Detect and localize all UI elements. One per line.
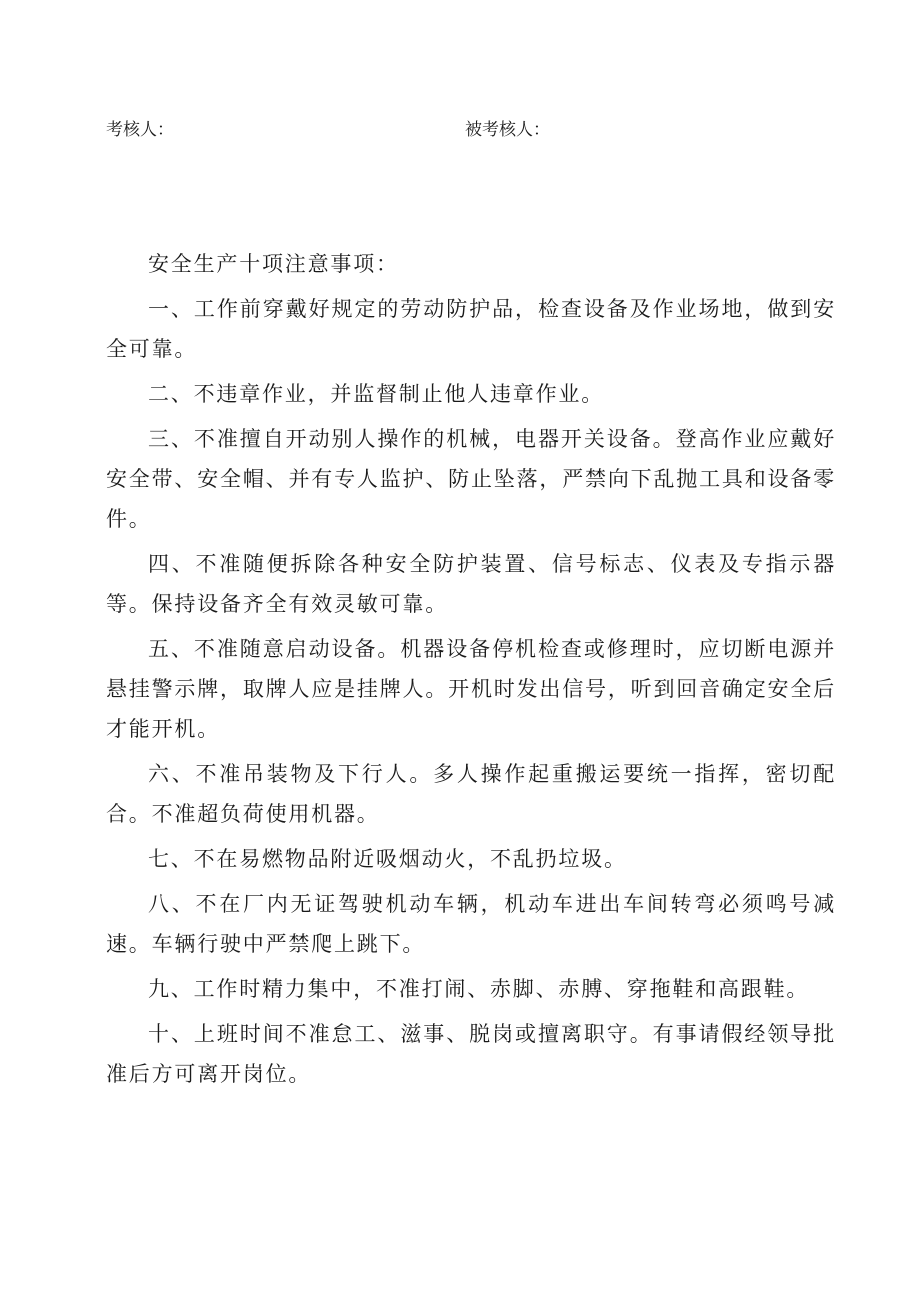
notice-item-9: 九、工作时精力集中，不准打闹、赤脚、赤膊、穿拖鞋和高跟鞋。 <box>148 977 810 1001</box>
examinee-label: 被考核人： <box>465 120 550 140</box>
safety-notice <box>106 244 836 1099</box>
notice-item-6: 六、不准吊装物及下行人。多人操作起重搬运要统一指挥，密切配合。不准超负荷使用机器。 <box>106 762 836 826</box>
notice-item-8: 八、不在厂内无证驾驶机动车辆，机动车进出车间转弯必须鸣号减速。车辆行驶中严禁爬上跳下。 <box>106 892 836 956</box>
notice-item-1: 一、工作前穿戴好规定的劳动防护品，检查设备及作业场地，做到安全可靠。 <box>106 297 836 361</box>
notice-item-5: 五、不准随意启动设备。机器设备停机检查或修理时，应切断电源并悬挂警示牌，取牌人应是挂牌人。开机时发出信号，听到回音确定安全后才能开机。 <box>106 637 836 741</box>
signature-row <box>0 118 920 142</box>
notice-item-10: 十、上班时间不准怠工、滋事、脱岗或擅离职守。有事请假经领导批准后方可离开岗位。 <box>106 1022 836 1086</box>
notice-item-2: 二、不违章作业，并监督制止他人违章作业。 <box>148 382 604 406</box>
examiner-label: 考核人： <box>106 120 174 140</box>
notice-heading: 安全生产十项注意事项： <box>148 252 399 276</box>
notice-item-4: 四、不准随便拆除各种安全防护装置、信号标志、仪表及专指示器等。保持设备齐全有效灵敏可靠。 <box>106 552 836 616</box>
notice-item-7: 七、不在易燃物品附近吸烟动火，不乱扔垃圾。 <box>148 847 627 871</box>
notice-item-3: 三、不准擅自开动别人操作的机械，电器开关设备。登高作业应戴好安全带、安全帽、并有专人监护、防止坠落，严禁向下乱抛工具和设备零件。 <box>106 427 836 531</box>
